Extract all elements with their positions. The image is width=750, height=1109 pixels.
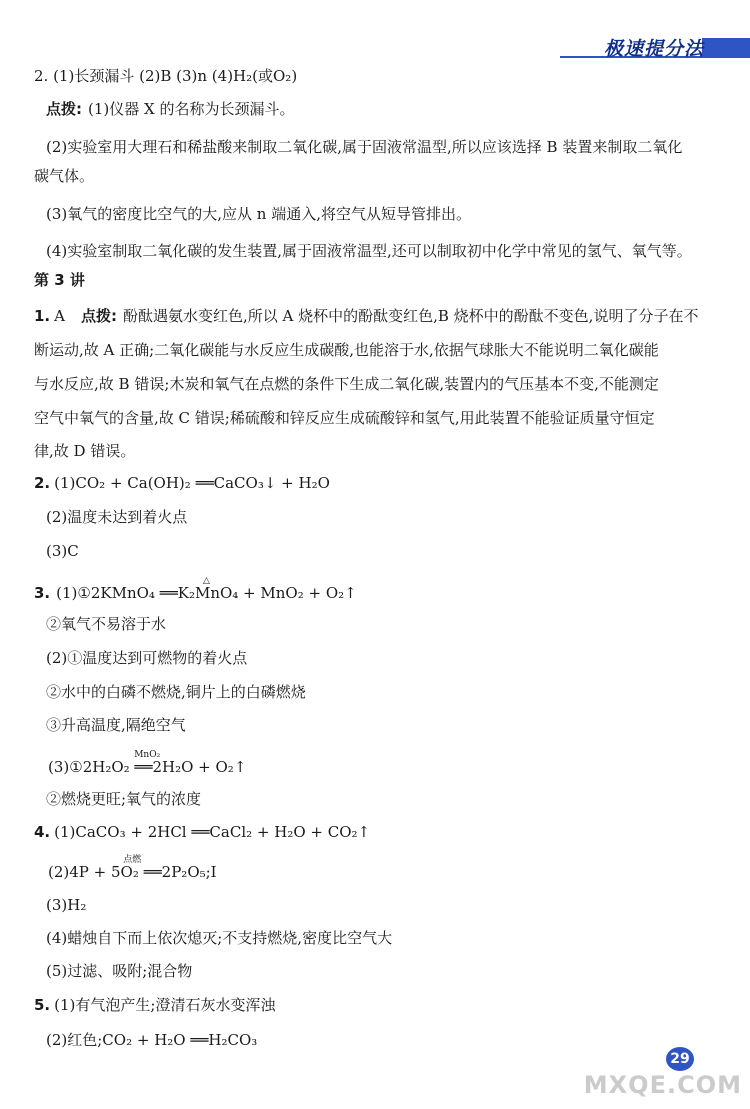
equation-text: (1)①2KMnO₄ ══K₂MnO₄ + MnO₂ + O₂↑: [56, 584, 357, 602]
answer-line: (3)H₂: [46, 896, 87, 914]
answer-line: [46, 855, 219, 882]
answer-line: (2)①温度达到可燃物的着火点: [46, 649, 248, 667]
answer-line: (4)实验室制取二氧化碳的发生装置,属于固液常温型,还可以制取初中化学中常见的氢气、氧气等。: [46, 242, 692, 260]
answer-line: [34, 995, 275, 1015]
equation: [48, 750, 247, 777]
hint-tag: 点拨:: [46, 100, 82, 118]
answer-line: (5)过滤、吸附;混合物: [46, 962, 193, 980]
header-accent-bar: [702, 38, 750, 56]
answer-text: (1)有气泡产生;澄清石灰水变浑浊: [54, 996, 276, 1014]
answer-line: 碳气体。: [34, 167, 95, 185]
equation: (1)CO₂ + Ca(OH)₂ ══CaCO₃↓ + H₂O: [54, 474, 330, 492]
answer-line: [34, 306, 698, 326]
answer-line: 律,故 D 错误。: [34, 442, 136, 460]
answer-line: (2)温度未达到着火点: [46, 508, 188, 526]
answer-line: 与水反应,故 B 错误;木炭和氧气在点燃的条件下生成二氧化碳,装置内的气压基本不变,不能测定: [34, 375, 659, 393]
reaction-condition: 点燃: [123, 855, 142, 865]
watermark: MXQE.COM: [583, 1071, 742, 1099]
equation: [48, 855, 217, 882]
answer-line: (2)实验室用大理石和稀盐酸来制取二氧化碳,属于固液常温型,所以应该选择 B 装置来制取二氧化: [46, 138, 683, 156]
question-number: 3.: [34, 584, 51, 602]
answer-line: [46, 99, 294, 119]
answer-line: 2. (1)长颈漏斗 (2)B (3)n (4)H₂(或O₂): [34, 67, 298, 85]
answer-choice: A: [54, 307, 65, 325]
answer-line: (4)蜡烛自下而上依次熄灭;不支持燃烧,密度比空气大: [46, 929, 393, 947]
page-number: 29: [666, 1047, 694, 1071]
answer-line: [46, 750, 248, 777]
answer-line: [34, 473, 330, 493]
answer-line: [34, 822, 370, 842]
answer-line: 断运动,故 A 正确;二氧化碳能与水反应生成碳酸,也能溶于水,依据气球胀大不能说明二氧化碳能: [34, 341, 659, 359]
page-header: [0, 0, 750, 70]
answer-line: ②水中的白磷不燃烧,铜片上的白磷燃烧: [46, 683, 306, 701]
answer-line: [34, 576, 359, 603]
equation: [56, 576, 357, 603]
answer-line: (2)红色;CO₂ + H₂O ══H₂CO₃: [46, 1031, 258, 1049]
question-number: 2.: [34, 474, 51, 492]
hint-text: 酚酞遇氨水变红色,所以 A 烧杯中的酚酞变红色,B 烧杯中的酚酞不变色,说明了分子在不: [122, 307, 699, 325]
reaction-condition: △: [202, 576, 210, 586]
question-number: 1.: [34, 307, 51, 325]
equation-text: (3)①2H₂O₂ ══2H₂O + O₂↑: [48, 758, 247, 776]
answer-line: (3)氧气的密度比空气的大,应从 n 端通入,将空气从短导管排出。: [46, 205, 471, 223]
hint-text: (1)仪器 X 的名称为长颈漏斗。: [88, 100, 295, 118]
question-number: 5.: [34, 996, 51, 1014]
answer-line: (3)C: [46, 542, 79, 560]
answer-line: ②燃烧更旺;氧气的浓度: [46, 790, 202, 808]
section-heading: 第 3 讲: [34, 271, 85, 289]
hint-tag: 点拨:: [80, 307, 117, 325]
answer-line: ②氧气不易溶于水: [46, 615, 167, 633]
equation-text: (2)4P + 5O₂ ══2P₂O₅;I: [48, 863, 217, 881]
reaction-condition: MnO₂: [134, 750, 161, 760]
question-number: 4.: [34, 823, 51, 841]
answer-line: ③升高温度,隔绝空气: [46, 716, 186, 734]
header-brand: 极速提分法: [603, 38, 704, 60]
answer-line: 空气中氧气的含量,故 C 错误;稀硫酸和锌反应生成硫酸锌和氢气,用此装置不能验证质量守恒定: [34, 409, 655, 427]
equation: (1)CaCO₃ + 2HCl ══CaCl₂ + H₂O + CO₂↑: [54, 823, 371, 841]
